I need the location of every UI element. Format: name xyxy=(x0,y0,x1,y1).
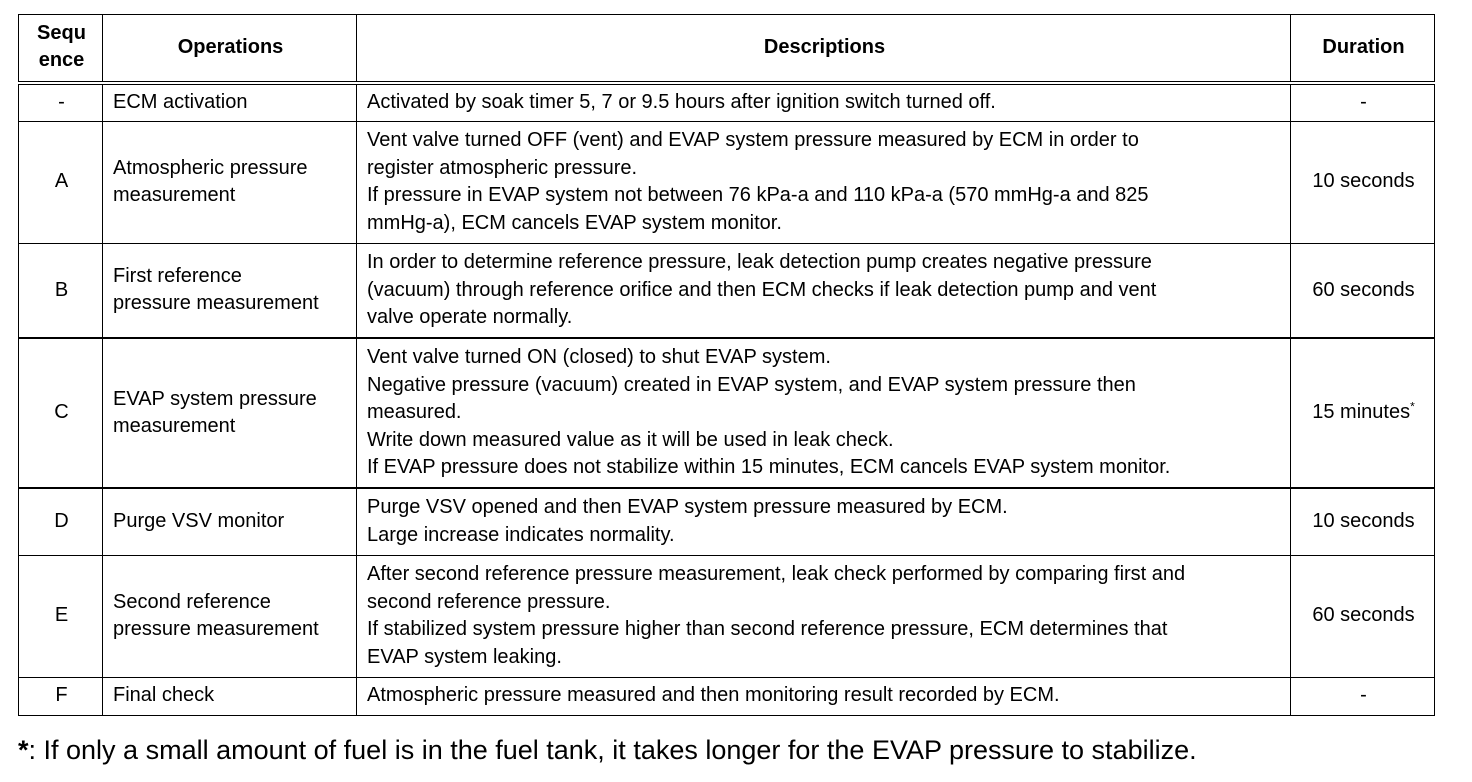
table-row xyxy=(19,488,1435,555)
footnote-mark: * xyxy=(18,735,29,765)
operation-line: measurement xyxy=(113,415,236,437)
cell-sequence: A xyxy=(19,121,103,243)
operation-line: Purge VSV monitor xyxy=(113,510,285,532)
duration-value: - xyxy=(1360,684,1367,707)
table-header-row xyxy=(19,15,1435,84)
table-body xyxy=(19,83,1435,715)
table-row xyxy=(19,555,1435,677)
cell-duration xyxy=(1291,83,1435,121)
footnote-text: : If only a small amount of fuel is in the fuel tank, it takes longer for the EVAP pressure to stabilize. xyxy=(28,735,1197,765)
description-line: Atmospheric pressure measured and then monitoring result recorded by ECM. xyxy=(367,684,1060,707)
header-duration: Duration xyxy=(1291,15,1435,84)
operation-line: measurement xyxy=(113,184,236,206)
description-line: (vacuum) through reference orifice and then ECM checks if leak detection pump and vent xyxy=(367,278,1157,301)
header-descriptions: Descriptions xyxy=(357,15,1291,84)
cell-operation xyxy=(103,243,357,338)
cell-description xyxy=(357,338,1291,488)
table-row xyxy=(19,338,1435,488)
operation-line: Second reference xyxy=(113,590,271,613)
description-line: If stabilized system pressure higher than second reference pressure, ECM determines that xyxy=(367,618,1168,640)
cell-sequence: E xyxy=(19,555,103,677)
description-line: second reference pressure. xyxy=(367,590,611,613)
cell-operation xyxy=(103,677,357,715)
description-line: Vent valve turned OFF (vent) and EVAP system pressure measured by ECM in order to xyxy=(367,129,1139,151)
table-row xyxy=(19,243,1435,338)
table-row xyxy=(19,677,1435,715)
operation-line: First reference xyxy=(113,264,242,287)
cell-duration xyxy=(1291,121,1435,243)
cell-description xyxy=(357,83,1291,121)
cell-sequence: - xyxy=(19,83,103,121)
cell-sequence: F xyxy=(19,677,103,715)
cell-duration xyxy=(1291,338,1435,488)
description-line: If pressure in EVAP system not between 76 kPa-a and 110 kPa-a (570 mmHg-a and 825 xyxy=(367,184,1149,206)
cell-duration xyxy=(1291,488,1435,555)
duration-value: - xyxy=(1360,91,1367,113)
description-line: mmHg-a), ECM cancels EVAP system monitor. xyxy=(367,211,782,234)
header-sequence xyxy=(19,15,103,84)
cell-description xyxy=(357,555,1291,677)
cell-operation xyxy=(103,555,357,677)
cell-description xyxy=(357,488,1291,555)
cell-duration xyxy=(1291,677,1435,715)
duration-footnote-mark: * xyxy=(1410,399,1415,414)
duration-value: 10 seconds xyxy=(1312,510,1415,532)
operation-line: EVAP system pressure xyxy=(113,387,317,410)
operation-line: Atmospheric pressure xyxy=(113,156,308,179)
cell-description xyxy=(357,677,1291,715)
description-line: EVAP system leaking. xyxy=(367,645,562,668)
description-line: In order to determine reference pressure, leak detection pump creates negative pressure xyxy=(367,251,1152,273)
cell-operation xyxy=(103,121,357,243)
header-sequence-line1: Sequ xyxy=(37,22,86,44)
description-line: Large increase indicates normality. xyxy=(367,523,675,546)
cell-operation xyxy=(103,83,357,121)
description-line: After second reference pressure measurement, leak check performed by comparing first and xyxy=(367,563,1186,585)
footnote xyxy=(18,732,1197,768)
cell-description xyxy=(357,243,1291,338)
description-line: Negative pressure (vacuum) created in EVAP system, and EVAP system pressure then xyxy=(367,373,1136,396)
description-line: Write down measured value as it will be used in leak check. xyxy=(367,428,894,451)
description-line: measured. xyxy=(367,401,462,424)
cell-sequence: C xyxy=(19,338,103,488)
operation-line: pressure measurement xyxy=(113,618,319,640)
operation-line: Final check xyxy=(113,684,215,707)
description-line: If EVAP pressure does not stabilize within 15 minutes, ECM cancels EVAP system monitor. xyxy=(367,456,1171,479)
cell-operation xyxy=(103,338,357,488)
table-row xyxy=(19,121,1435,243)
description-line: Vent valve turned ON (closed) to shut EVAP system. xyxy=(367,346,831,369)
duration-value: 60 seconds xyxy=(1312,278,1415,301)
cell-operation xyxy=(103,488,357,555)
header-sequence-line2: ence xyxy=(38,49,85,71)
description-line: Activated by soak timer 5, 7 or 9.5 hours after ignition switch turned off. xyxy=(367,91,996,113)
operation-line: pressure measurement xyxy=(113,292,319,315)
cell-duration xyxy=(1291,555,1435,677)
description-line: valve operate normally. xyxy=(367,306,573,328)
table-row xyxy=(19,83,1435,121)
description-line: register atmospheric pressure. xyxy=(367,156,638,179)
description-line: Purge VSV opened and then EVAP system pressure measured by ECM. xyxy=(367,496,1008,519)
cell-sequence: B xyxy=(19,243,103,338)
header-operations: Operations xyxy=(103,15,357,84)
operation-line: ECM activation xyxy=(113,91,248,113)
cell-duration xyxy=(1291,243,1435,338)
duration-value: 15 minutes xyxy=(1312,401,1411,424)
duration-value: 60 seconds xyxy=(1312,604,1415,627)
cell-sequence: D xyxy=(19,488,103,555)
evap-monitor-table xyxy=(18,14,1435,716)
cell-description xyxy=(357,121,1291,243)
duration-value: 10 seconds xyxy=(1312,170,1415,193)
